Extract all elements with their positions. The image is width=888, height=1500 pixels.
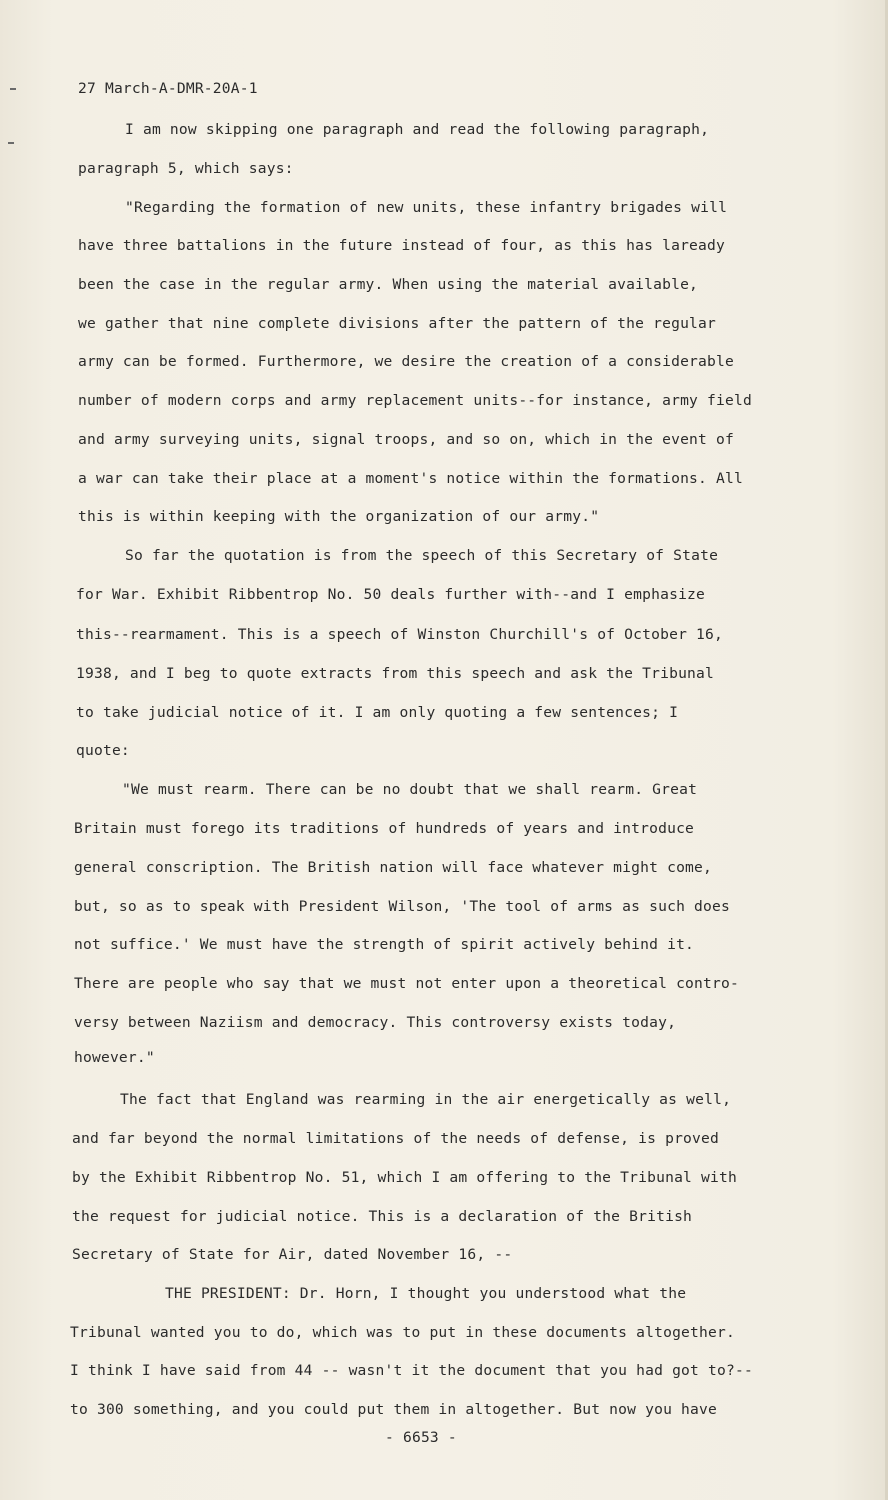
text-line: for War. Exhibit Ribbentrop No. 50 deals further with--and I emphasize — [76, 586, 706, 603]
text-line: I am now skipping one paragraph and read the following paragraph, — [125, 121, 710, 138]
text-line: general conscription. The British nation will face whatever might come, — [74, 859, 713, 876]
text-line: this is within keeping with the organization of our army." — [78, 508, 600, 525]
page-number: - 6653 - — [385, 1429, 457, 1446]
text-line: to take judicial notice of it. I am only quoting a few sentences; I — [76, 704, 679, 721]
text-line: THE PRESIDENT: Dr. Horn, I thought you understood what the — [165, 1285, 687, 1302]
text-line: been the case in the regular army. When using the material available, — [78, 276, 699, 293]
text-line: by the Exhibit Ribbentrop No. 51, which I am offering to the Tribunal with — [72, 1169, 737, 1186]
text-line: "Regarding the formation of new units, these infantry brigades will — [125, 199, 728, 216]
text-line: and far beyond the normal limitations of the needs of defense, is proved — [72, 1130, 720, 1147]
text-line: to 300 something, and you could put them in altogether. But now you have — [70, 1401, 718, 1418]
text-line: however." — [74, 1049, 155, 1066]
text-line: quote: — [76, 742, 130, 759]
text-line: have three battalions in the future instead of four, as this has laready — [78, 237, 726, 254]
margin-tick-mark — [8, 142, 14, 144]
text-line: Britain must forego its traditions of hundreds of years and introduce — [74, 820, 695, 837]
file-code-header: 27 March-A-DMR-20A-1 — [78, 80, 258, 97]
text-line: 1938, and I beg to quote extracts from this speech and ask the Tribunal — [76, 665, 715, 682]
text-line: There are people who say that we must not enter upon a theoretical contro- — [74, 975, 739, 992]
text-line: army can be formed. Furthermore, we desire the creation of a considerable — [78, 353, 734, 370]
text-line: but, so as to speak with President Wilson, 'The tool of arms as such does — [74, 898, 730, 915]
text-line: versy between Naziism and democracy. This controversy exists today, — [74, 1014, 677, 1031]
text-line: The fact that England was rearming in the air energetically as well, — [120, 1091, 732, 1108]
margin-tick-mark — [10, 88, 16, 90]
text-line: a war can take their place at a moment's notice within the formations. All — [78, 470, 743, 487]
text-line: number of modern corps and army replacement units--for instance, army field — [78, 392, 752, 409]
text-line: and army surveying units, signal troops, and so on, which in the event of — [78, 431, 734, 448]
text-line: Secretary of State for Air, dated November 16, -- — [72, 1246, 513, 1263]
text-line: "We must rearm. There can be no doubt that we shall rearm. Great — [122, 781, 698, 798]
text-line: paragraph 5, which says: — [78, 160, 294, 177]
text-line: Tribunal wanted you to do, which was to put in these documents altogether. — [70, 1324, 735, 1341]
text-line: I think I have said from 44 -- wasn't it the document that you had got to?-- — [70, 1362, 753, 1379]
text-line: So far the quotation is from the speech of this Secretary of State — [125, 547, 719, 564]
text-line: not suffice.' We must have the strength of spirit actively behind it. — [74, 936, 695, 953]
text-line: the request for judicial notice. This is a declaration of the British — [72, 1208, 693, 1225]
text-line: we gather that nine complete divisions after the pattern of the regular — [78, 315, 717, 332]
text-line: this--rearmament. This is a speech of Winston Churchill's of October 16, — [76, 626, 724, 643]
